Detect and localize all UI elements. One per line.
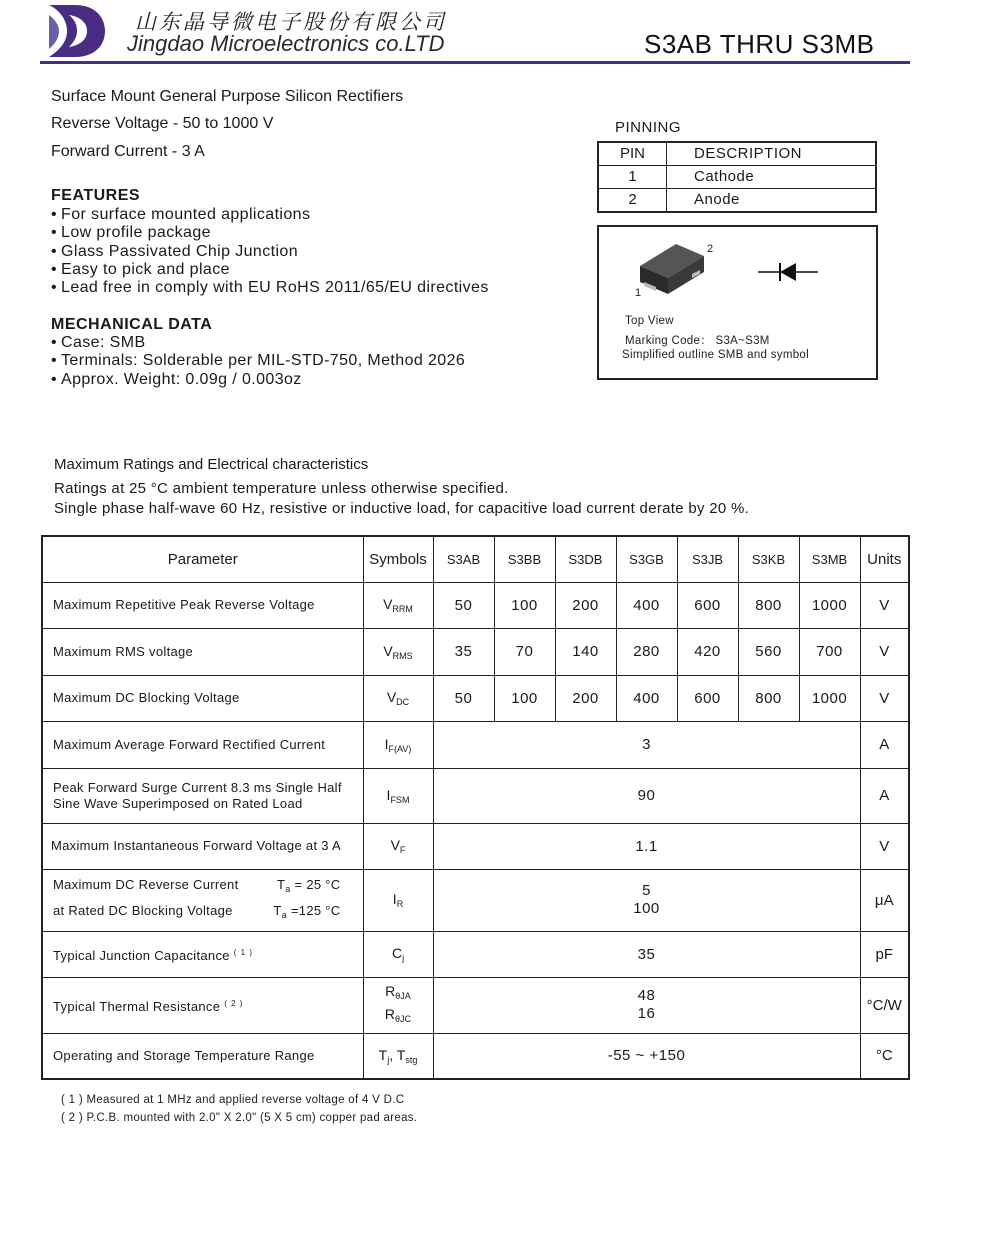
unit-cell: V xyxy=(860,628,909,675)
value-cell: 280 xyxy=(616,628,677,675)
symbol-cell: $T_j$, $T_{stg}$ xyxy=(363,1033,433,1079)
value-cell: 70 xyxy=(494,628,555,675)
list-item: • Terminals: Solderable per MIL-STD-750, Method 2026 xyxy=(51,352,465,370)
parameter-cell: Maximum RMS voltage xyxy=(42,628,363,675)
list-item: • Easy to pick and place xyxy=(51,261,489,279)
features-list xyxy=(51,206,489,297)
value-cell: 35 xyxy=(433,931,860,977)
diode-symbol-icon xyxy=(758,260,818,284)
footnote-1: ( 1 ) Measured at 1 MHz and applied reverse voltage of 4 V D.C xyxy=(61,1094,405,1106)
value-cell: 100 xyxy=(494,675,555,721)
parameter-cell: Typical Junction Capacitance $^{( 1 )}$ xyxy=(42,931,363,977)
value-cell: -55 ~ +150 xyxy=(433,1033,860,1079)
pin-header: PIN xyxy=(598,142,667,166)
package-pin-2-label: 2 xyxy=(707,243,714,255)
table-row xyxy=(42,721,909,768)
company-name-cn: 山东晶导微电子股份有限公司 xyxy=(135,10,447,34)
forward-current-spec: Forward Current - 3 A xyxy=(51,143,205,160)
parameter-cell: Typical Thermal Resistance $^{( 2 )}$ xyxy=(42,977,363,1033)
footnote-2: ( 2 ) P.C.B. mounted with 2.0" X 2.0" (5 X 5 cm) copper pad areas. xyxy=(61,1112,418,1124)
symbol-cell: $V_F$ xyxy=(363,823,433,869)
table-row xyxy=(42,628,909,675)
table-row xyxy=(42,768,909,823)
value-cell: 100 xyxy=(494,582,555,628)
table-row xyxy=(42,675,909,721)
marking-code-label: Marking Code： S3A~S3M xyxy=(625,335,770,347)
unit-cell: A xyxy=(860,721,909,768)
device-header: S3JB xyxy=(677,536,738,582)
mechanical-heading: MECHANICAL DATA xyxy=(51,316,213,333)
mechanical-list xyxy=(51,334,465,389)
table-row xyxy=(42,582,909,628)
device-header: S3KB xyxy=(738,536,799,582)
parameter-cell: Maximum DC Blocking Voltage xyxy=(42,675,363,721)
value-cell: 600 xyxy=(677,675,738,721)
value-cell: 50 xyxy=(433,582,494,628)
company-logo xyxy=(47,3,107,59)
unit-cell: °C/W xyxy=(860,977,909,1033)
pin-description: Anode xyxy=(667,189,877,213)
device-header: S3DB xyxy=(555,536,616,582)
table-header-row xyxy=(42,536,909,582)
value-cell: 48 16 xyxy=(433,977,860,1033)
value-cell: 1000 xyxy=(799,675,860,721)
value-cell: 3 xyxy=(433,721,860,768)
unit-cell: V xyxy=(860,823,909,869)
value-cell: 200 xyxy=(555,582,616,628)
symbol-cell: $V_{RMS}$ xyxy=(363,628,433,675)
parameter-cell: Maximum Instantaneous Forward Voltage at 3 A xyxy=(42,823,363,869)
parameter-cell: Maximum DC Reverse Current $T_a = 25$ °C at Rated DC Blocking Voltage $T_a =125$ °C xyxy=(42,869,363,931)
table-row xyxy=(42,823,909,869)
parameter-header: Parameter xyxy=(42,536,363,582)
table-row xyxy=(42,977,909,1033)
value-cell: 50 xyxy=(433,675,494,721)
ratings-heading: Maximum Ratings and Electrical characteristics xyxy=(54,456,369,473)
units-header: Units xyxy=(860,536,909,582)
parameter-cell: Operating and Storage Temperature Range xyxy=(42,1033,363,1079)
device-header: S3BB xyxy=(494,536,555,582)
value-cell: 800 xyxy=(738,582,799,628)
symbol-cell: $I_R$ xyxy=(363,869,433,931)
description-header: DESCRIPTION xyxy=(694,145,803,162)
value-cell: 1.1 xyxy=(433,823,860,869)
value-cell: 90 xyxy=(433,768,860,823)
parameter-cell: Maximum Repetitive Peak Reverse Voltage xyxy=(42,582,363,628)
top-view-label: Top View xyxy=(625,315,674,327)
value-cell: 1000 xyxy=(799,582,860,628)
header-rule xyxy=(40,61,910,64)
outline-note: Simplified outline SMB and symbol xyxy=(622,349,809,361)
value-cell: 600 xyxy=(677,582,738,628)
value-cell: 400 xyxy=(616,582,677,628)
smb-package-icon xyxy=(636,236,712,300)
value-cell: 700 xyxy=(799,628,860,675)
unit-cell: V xyxy=(860,582,909,628)
features-heading: FEATURES xyxy=(51,187,141,204)
part-range-title: S3AB THRU S3MB xyxy=(644,29,875,59)
unit-cell: A xyxy=(860,768,909,823)
unit-cell: °C xyxy=(860,1033,909,1079)
list-item: • Low profile package xyxy=(51,224,489,242)
symbol-cell: $I_{F(AV)}$ xyxy=(363,721,433,768)
value-cell: 560 xyxy=(738,628,799,675)
product-description: Surface Mount General Purpose Silicon Rectifiers xyxy=(51,88,404,105)
device-header: S3MB xyxy=(799,536,860,582)
parameter-cell: Maximum Average Forward Rectified Current xyxy=(42,721,363,768)
list-item: • Case: SMB xyxy=(51,334,465,352)
list-item: • Glass Passivated Chip Junction xyxy=(51,243,489,261)
pinning-title: PINNING xyxy=(615,119,682,136)
symbol-cell: $V_{DC}$ xyxy=(363,675,433,721)
unit-cell: μA xyxy=(860,869,909,931)
pin-description: Cathode xyxy=(667,166,877,189)
device-header: S3GB xyxy=(616,536,677,582)
table-row xyxy=(42,869,909,931)
table-row xyxy=(598,166,876,189)
ratings-note-load: Single phase half-wave 60 Hz, resistive or inductive load, for capacitive load current derate by 20 %. xyxy=(54,500,750,517)
symbol-cell: $R_{\theta JA}$ $R_{\theta JC}$ xyxy=(363,977,433,1033)
ratings-note-temperature: Ratings at 25 °C ambient temperature unless otherwise specified. xyxy=(54,480,509,497)
value-cell: 35 xyxy=(433,628,494,675)
package-pin-1-label: 1 xyxy=(635,287,642,299)
table-row xyxy=(42,1033,909,1079)
value-cell: 400 xyxy=(616,675,677,721)
symbols-header: Symbols xyxy=(363,536,433,582)
value-cell: 420 xyxy=(677,628,738,675)
unit-cell: V xyxy=(860,675,909,721)
value-cell: 5 100 xyxy=(433,869,860,931)
list-item: • Lead free in comply with EU RoHS 2011/65/EU directives xyxy=(51,279,489,297)
pin-number: 2 xyxy=(598,189,667,213)
value-cell: 200 xyxy=(555,675,616,721)
symbol-cell: $C_j$ xyxy=(363,931,433,977)
symbol-cell: $V_{RRM}$ xyxy=(363,582,433,628)
reverse-voltage-spec: Reverse Voltage - 50 to 1000 V xyxy=(51,115,274,132)
parameter-cell: Peak Forward Surge Current 8.3 ms Single Half Sine Wave Superimposed on Rated Load xyxy=(42,768,363,823)
list-item: • For surface mounted applications xyxy=(51,206,489,224)
table-row xyxy=(598,189,876,213)
table-row xyxy=(42,931,909,977)
list-item: • Approx. Weight: 0.09g / 0.003oz xyxy=(51,371,465,389)
unit-cell: pF xyxy=(860,931,909,977)
pinning-table xyxy=(597,141,877,213)
value-cell: 800 xyxy=(738,675,799,721)
table-row xyxy=(598,142,876,166)
company-name-en: Jingdao Microelectronics co.LTD xyxy=(127,31,445,56)
pin-number: 1 xyxy=(598,166,667,189)
device-header: S3AB xyxy=(433,536,494,582)
ratings-table xyxy=(41,535,910,1080)
symbol-cell: $I_{FSM}$ xyxy=(363,768,433,823)
value-cell: 140 xyxy=(555,628,616,675)
